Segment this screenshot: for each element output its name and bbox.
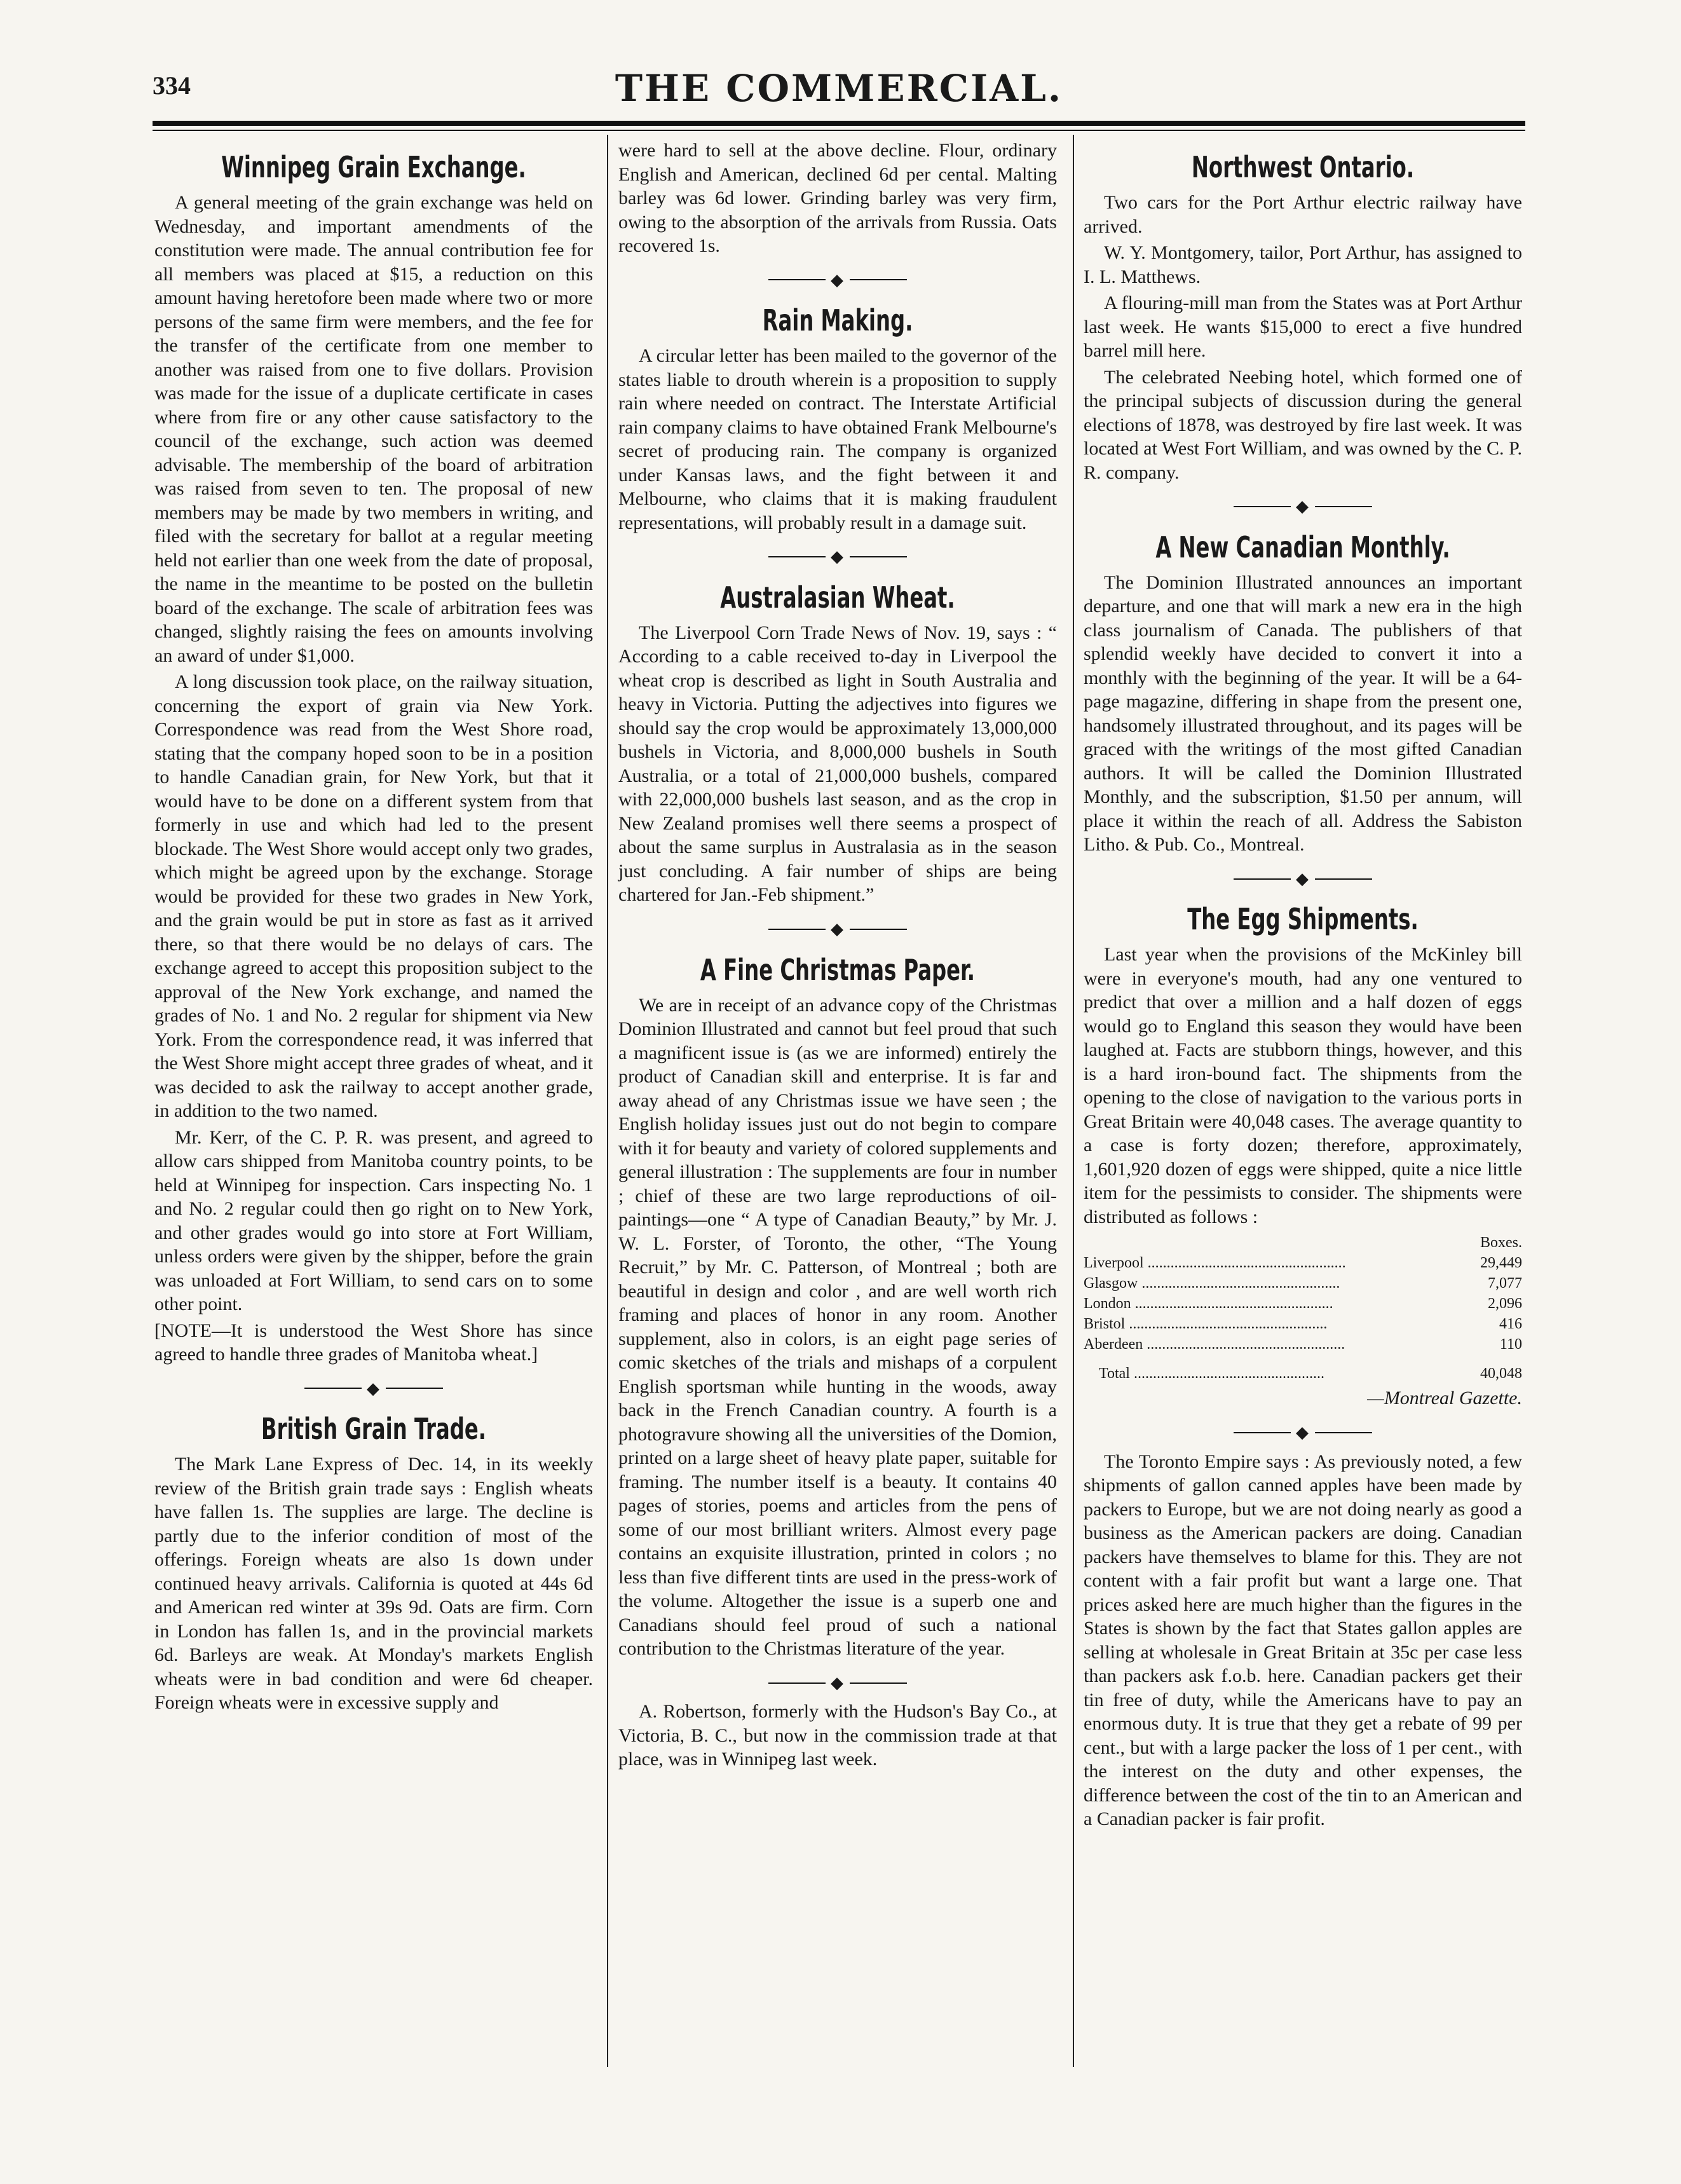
table-cell-boxes: 110 (1499, 1336, 1522, 1353)
table-total-row (1084, 1355, 1522, 1384)
editorial-note: [NOTE—It is understood the West Shore has since agreed to handle three grades of Manitoba wheat.] (154, 1320, 593, 1365)
article-paragraph: Two cars for the Port Arthur electric railway have arrived. (1084, 192, 1522, 237)
headline-egg-shipments: The Egg Shipments. (1187, 902, 1419, 937)
page-number: 334 (153, 71, 191, 100)
table-header-boxes: Boxes. (1480, 1234, 1522, 1252)
headline-british-grain-trade: British Grain Trade. (261, 1412, 487, 1447)
table-cell-port: London .................................................... (1084, 1295, 1333, 1313)
headline-rain-making: Rain Making. (762, 303, 913, 338)
table-total-label: Total .................................................. (1099, 1365, 1324, 1382)
article-paragraph: The Liverpool Corn Trade News of Nov. 19, says : “ According to a cable received to-day in Liverpool the wheat crop is described as light in South Australia and heavy in Victoria. Putting the adjectives into figures we should say the crop would be approximately 13,000,000 bushels in Victoria, and 8,000,000 bushels in South Australia, or a total of 21,000,000 bushels, compared with 22,000,000 bushels last season, and as the crop in New Zealand promises well there seems a prospect of about the same surplus in Australasia as in the season just concluding. A fair number of ships are being chartered for Jan.-Feb shipment.” (618, 622, 1057, 906)
column-divider (607, 135, 608, 2067)
article-paragraph: The celebrated Neebing hotel, which formed one of the principal subjects of discussion during the general elections of 1878, was destroyed by fire last week. It was located at West Fort William, and was owned by the C. P. R. company. (1084, 366, 1522, 483)
table-row (1084, 1273, 1522, 1293)
page-header (153, 67, 1525, 118)
article-paragraph: We are in receipt of an advance copy of the Christmas Dominion Illustrated and cannot but feel proud that such a magnificent issue is (as we are informed) entirely the product of Canadian skill and enterprise. It is far and away ahead of any Christmas issue we have seen ; the English holiday issues just out do not begin to compare with it for beauty and variety of colored supplements and general illustration : The supplements are four in number ; chief of these are two large reproductions of oil-paintings—one “ A type of Canadian Beauty,” by Mr. J. W. L. Forster, of Toronto, the other, “The Young Recruit,” by Mr. C. Patterson, of Montreal ; both are beautiful in design and color , and are well worth rich framing and places of honor in any room. Another supplement, also in colors, is an eight page series of comic sketches of the trials and mishaps of a corpulent English sportsman while hunting in the woods, away back in the French Canadian country. A fourth is a photogravure showing all the universities of the Domion, printed on a large sheet of heavy plate paper, suitable for framing. The number itself is a beauty. It contains 40 pages of stories, poems and articles from the pens of some of our most brilliant writers. Almost every page contains an exquisite illustration, printed in colors ; no less than five different tints are used in the press-work of the volume. Altogether the issue is a superb one and Canadians should feel proud of such a national contribution to the Christmas literature of the year. (618, 994, 1057, 1660)
article-paragraph: A. Robertson, formerly with the Hudson's Bay Co., at Victoria, B. C., but now in the commission trade at that place, was in Winnipeg last week. (618, 1701, 1057, 1770)
table-cell-port: Glasgow .................................................... (1084, 1275, 1340, 1292)
headline-new-canadian-monthly: A New Canadian Monthly. (1155, 529, 1450, 564)
table-row (1084, 1253, 1522, 1273)
table-cell-port: Aberdeen .................................................... (1084, 1336, 1345, 1353)
table-row (1084, 1314, 1522, 1334)
header-rule-thick (153, 121, 1525, 126)
attribution: —Montreal Gazette. (1367, 1388, 1522, 1409)
section-ornament: ◆ (1084, 866, 1522, 891)
article-paragraph: The Toronto Empire says : As previously noted, a few shipments of gallon canned apples have been made by packers to Europe, but we are not doing nearly as good a business as the American packers are doing. Canadian packers have themselves to blame for this. They are not content with a fair profit but want a large one. That prices asked here are much higher than the figures in the States is shown by the fact that States gallon apples are selling at wholesale in Great Britain at 35c per case less than packers ask f.o.b. here. Canadian packers get their tin free of duty, while the Americans have to pay an enormous duty. It is true that they get a rebate of 99 per cent., but with a large packer the loss of 1 per cent., with the interest on the duty and other expenses, the difference between the cost of the tin to an American and a Canadian packer is fair profit. (1084, 1450, 1522, 1830)
table-cell-port: Bristol .................................................... (1084, 1316, 1328, 1333)
section-ornament: ◆ (618, 1670, 1057, 1695)
section-ornament: ◆ (154, 1375, 593, 1401)
article-paragraph: W. Y. Montgomery, tailor, Port Arthur, has assigned to I. L. Matthews. (1084, 242, 1522, 287)
article-paragraph: Mr. Kerr, of the C. P. R. was present, and agreed to allow cars shipped from Manitoba country points, to be held at Winnipeg for inspection. Cars inspecting No. 1 and No. 2 regular could then go right on to New York, and other grades would go into store at Fort William, unless orders were given by the shipper, before the grain was unloaded at Fort William, to send cars on to some other point. (154, 1126, 593, 1314)
article-paragraph: A long discussion took place, on the railway situation, concerning the export of grain via New York. Correspondence was read from the West Shore road, stating that the company hoped soon to be in a position to handle Canadian grain, for New York, but that it would have to be done on a different system from that formerly in use and which had led to the present blockade. The West Shore would accept only two grades, which might be agreed upon by the exchange. Storage would be provided for these two grades in New York, and the grain would be put in store as fast as it arrived there, so that there would be no delays of cars. The exchange agreed to accept this proposition subject to the approval of the New York exchange, and named the grades of No. 1 and No. 2 regular for shipment via New York. From the correspondence read, it was inferred that the West Shore might accept three grades of wheat, and it was decided to ask the railway to accept another grade, in addition to the two named. (154, 671, 593, 1121)
table-cell-port: Liverpool .................................................... (1084, 1255, 1346, 1272)
article-paragraph: were hard to sell at the above decline. Flour, ordinary English and American, declined 6d per cental. Malting barley was 6d lower. Grinding barley was very firm, owing to the absorption of the arrivals from Russia. Oats recovered 1s. (618, 140, 1057, 256)
article-paragraph: A flouring-mill man from the States was at Port Arthur last week. He wants $15,000 to erect a five hundred barrel mill here. (1084, 292, 1522, 361)
table-total-value: 40,048 (1480, 1365, 1522, 1382)
column-middle (618, 139, 1057, 1771)
article-paragraph: Last year when the provisions of the McKinley bill were in everyone's mouth, had any one ventured to predict that over a million and a half dozen of eggs would go to England this season they would have been laughed at. Facts are stubborn things, however, and this is a hard iron-bound fact. The shipments from the opening to the close of navigation to the various ports in Great Britain were 40,048 cases. The average quantity to a case is forty dozen; therefore, approximately, 1,601,920 dozen of eggs were shipped, quite a nice little item for the pessimists to consider. The shipments were distributed as follows : (1084, 944, 1522, 1227)
table-cell-boxes: 7,077 (1488, 1275, 1522, 1292)
section-ornament: ◆ (1084, 493, 1522, 519)
table-cell-boxes: 2,096 (1488, 1295, 1522, 1313)
section-ornament: ◆ (618, 267, 1057, 292)
table-header-row (1084, 1232, 1522, 1253)
table-cell-boxes: 416 (1499, 1316, 1522, 1333)
column-right (1084, 139, 1522, 1831)
headline-fine-christmas-paper: A Fine Christmas Paper. (700, 952, 976, 987)
article-paragraph: A general meeting of the grain exchange was held on Wednesday, and important amendments of the constitution were made. The annual contribution fee for all members was placed at $15, a reduction on this amount having heretofore been made where two or more persons of the same firm were members, and the fee for the transfer of the certificate from one member to another was raised from one to five dollars. Provision was made for the issue of a duplicate certificate in cases where from fire or any other cause satisfactory to the council of the exchange, such action was deemed advisable. The membership of the board of arbitration was raised from seven to ten. The proposal of new members may be made by two members in writing, and filed with the secretary for ballot at a regular meeting held not earlier than one week from the date of proposal, the name in the meantime to be posted on the bulletin board of the exchange. The scale of arbitration fees was changed, slightly raising the fees on amounts involving an award of under $1,000. (154, 192, 593, 666)
column-left (154, 139, 593, 1715)
column-divider (1073, 135, 1074, 2067)
section-ornament: ◆ (618, 916, 1057, 941)
table-row (1084, 1334, 1522, 1355)
header-rule-thin (153, 130, 1525, 131)
article-paragraph: The Mark Lane Express of Dec. 14, in its weekly review of the British grain trade says : English wheats have fallen 1s. The supplies are large. The decline is partly due to the inferior condition of most of the offerings. Foreign wheats are also 1s down under continued heavy arrivals. California is quoted at 44s 6d and American red winter at 39s 9d. Oats are firm. Corn in London has fallen 1s, and in the provincial markets 6d. Barleys are weak. At Monday's markets English wheats were in bad condition and were 6d cheaper. Foreign wheats were in excessive supply and (154, 1454, 593, 1714)
masthead: THE COMMERCIAL. (615, 67, 1063, 110)
article-paragraph: The Dominion Illustrated announces an important departure, and one that will mark a new era in the high class journalism of Canada. The publishers of that splendid weekly have decided to convert it into a monthly with the beginning of the year. It will be a 64-page magazine, differing in shape from the present one, handsomely illustrated throughout, and its pages will be graced with the writings of the most gifted Canadian authors. It will be called the Dominion Illustrated Monthly, and the subscription, $1.50 per annum, will place it within the reach of all. Address the Sabiston Litho. & Pub. Co., Montreal. (1084, 571, 1522, 856)
headline-winnipeg-grain-exchange: Winnipeg Grain Exchange. (221, 150, 526, 184)
table-row (1084, 1293, 1522, 1314)
headline-australasian-wheat: Australasian Wheat. (720, 580, 955, 615)
table-cell-boxes: 29,449 (1480, 1255, 1522, 1272)
section-ornament: ◆ (618, 543, 1057, 569)
headline-northwest-ontario: Northwest Ontario. (1191, 150, 1415, 184)
egg-shipments-table (1084, 1232, 1522, 1384)
article-paragraph: A circular letter has been mailed to the governor of the states liable to drouth wherein is a proposition to supply rain where needed on contract. The Interstate Artificial rain company claims to have obtained Frank Melbourne's secret of producing rain. The company is organized under Kansas laws, and the fight between it and Melbourne, who claims that it is making fraudulent representations, will probably result in a damage suit. (618, 345, 1057, 533)
section-ornament: ◆ (1084, 1419, 1522, 1445)
